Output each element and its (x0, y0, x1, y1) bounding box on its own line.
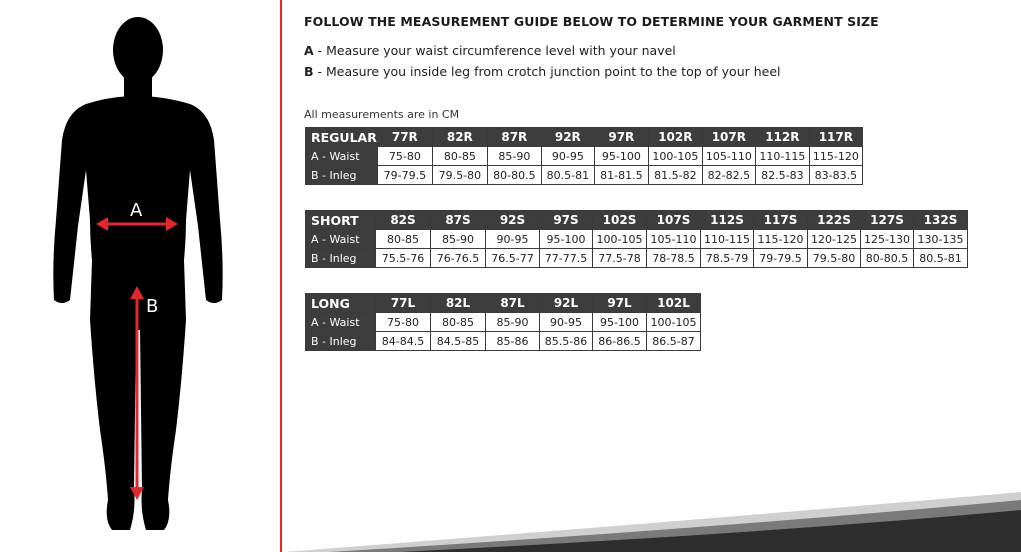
short-title: SHORT (306, 211, 376, 230)
size-cell: 132S (914, 211, 968, 230)
size-cell: 82S (376, 211, 431, 230)
inleg-cell: 82-82.5 (702, 166, 755, 185)
inleg-cell: 86.5-87 (647, 332, 701, 351)
label-a: A (130, 200, 143, 221)
size-cell: 102S (593, 211, 647, 230)
inleg-cell: 84.5-85 (431, 332, 486, 351)
waist-cell: 80-85 (432, 147, 487, 166)
inleg-cell: 80-80.5 (487, 166, 541, 185)
waist-cell: 115-120 (754, 230, 808, 249)
waist-cell: 125-130 (861, 230, 914, 249)
inleg-cell: 80.5-81 (541, 166, 594, 185)
size-cell: 77R (377, 128, 432, 147)
size-cell: 87S (431, 211, 486, 230)
short-size-table (305, 210, 968, 268)
size-cell: 122S (808, 211, 861, 230)
inleg-cell: 85.5-86 (540, 332, 593, 351)
inleg-cell: 81-81.5 (594, 166, 648, 185)
inleg-row-label: B - Inleg (306, 332, 376, 351)
inleg-cell: 79-79.5 (754, 249, 808, 268)
long-size-table (305, 293, 701, 351)
waist-cell: 85-90 (486, 313, 540, 332)
instruction-a-key: A (304, 43, 314, 58)
size-cell: 77L (376, 294, 431, 313)
waist-row-label: A - Waist (306, 147, 378, 166)
waist-cell: 105-110 (647, 230, 701, 249)
waist-cell: 95-100 (593, 313, 647, 332)
long-title: LONG (306, 294, 376, 313)
inleg-cell: 78-78.5 (647, 249, 701, 268)
size-cell: 107R (702, 128, 755, 147)
inleg-cell: 79.5-80 (808, 249, 861, 268)
inleg-cell: 86-86.5 (593, 332, 647, 351)
size-cell: 127S (861, 211, 914, 230)
waist-cell: 90-95 (540, 313, 593, 332)
inleg-cell: 77-77.5 (540, 249, 593, 268)
long-header-row (306, 294, 701, 313)
waist-cell: 100-105 (647, 313, 701, 332)
waist-cell: 85-90 (487, 147, 541, 166)
waist-cell: 75-80 (377, 147, 432, 166)
waist-row-label: A - Waist (306, 230, 376, 249)
instruction-a (304, 43, 676, 58)
waist-cell: 130-135 (914, 230, 968, 249)
size-cell: 97S (540, 211, 593, 230)
inleg-cell: 80-80.5 (861, 249, 914, 268)
inleg-cell: 83-83.5 (809, 166, 862, 185)
size-cell: 107S (647, 211, 701, 230)
regular-waist-row (306, 147, 863, 166)
inleg-cell: 78.5-79 (701, 249, 754, 268)
instruction-b-key: B (304, 64, 314, 79)
waist-cell: 105-110 (702, 147, 755, 166)
size-cell: 87R (487, 128, 541, 147)
units-note: All measurements are in CM (304, 108, 460, 121)
instruction-b (304, 64, 781, 79)
inleg-cell: 84-84.5 (376, 332, 431, 351)
waist-cell: 90-95 (541, 147, 594, 166)
long-waist-row (306, 313, 701, 332)
size-cell: 117R (809, 128, 862, 147)
waist-row-label: A - Waist (306, 313, 376, 332)
size-cell: 112S (701, 211, 754, 230)
size-cell: 92L (540, 294, 593, 313)
waist-cell: 100-105 (593, 230, 647, 249)
size-cell: 112R (755, 128, 809, 147)
waist-cell: 110-115 (701, 230, 754, 249)
waist-cell: 80-85 (376, 230, 431, 249)
regular-header-row (306, 128, 863, 147)
inleg-row-label: B - Inleg (306, 249, 376, 268)
red-divider-line (280, 0, 282, 552)
inleg-cell: 77.5-78 (593, 249, 647, 268)
body-silhouette-figure (0, 0, 280, 552)
size-cell: 92R (541, 128, 594, 147)
size-cell: 117S (754, 211, 808, 230)
regular-inleg-row (306, 166, 863, 185)
waist-cell: 120-125 (808, 230, 861, 249)
inleg-cell: 82.5-83 (755, 166, 809, 185)
regular-title: REGULAR (306, 128, 378, 147)
inleg-row-label: B - Inleg (306, 166, 378, 185)
inleg-cell: 79.5-80 (432, 166, 487, 185)
waist-cell: 95-100 (540, 230, 593, 249)
inleg-cell: 81.5-82 (648, 166, 702, 185)
size-cell: 82R (432, 128, 487, 147)
short-waist-row (306, 230, 968, 249)
size-cell: 92S (486, 211, 540, 230)
instruction-b-text: - Measure you inside leg from crotch junction point to the top of your heel (313, 64, 781, 79)
inleg-cell: 76-76.5 (431, 249, 486, 268)
label-b: B (146, 296, 159, 317)
waist-cell: 100-105 (648, 147, 702, 166)
waist-cell: 95-100 (594, 147, 648, 166)
size-cell: 102L (647, 294, 701, 313)
inleg-cell: 85-86 (486, 332, 540, 351)
waist-cell: 75-80 (376, 313, 431, 332)
size-cell: 102R (648, 128, 702, 147)
waist-cell: 80-85 (431, 313, 486, 332)
long-inleg-row (306, 332, 701, 351)
waist-cell: 90-95 (486, 230, 540, 249)
size-cell: 82L (431, 294, 486, 313)
size-cell: 87L (486, 294, 540, 313)
inleg-cell: 76.5-77 (486, 249, 540, 268)
inleg-cell: 79-79.5 (377, 166, 432, 185)
size-cell: 97R (594, 128, 648, 147)
waist-cell: 115-120 (809, 147, 862, 166)
waist-cell: 85-90 (431, 230, 486, 249)
inleg-cell: 80.5-81 (914, 249, 968, 268)
instruction-a-text: - Measure your waist circumference level with your navel (313, 43, 676, 58)
short-header-row (306, 211, 968, 230)
guide-heading: FOLLOW THE MEASUREMENT GUIDE BELOW TO DETERMINE YOUR GARMENT SIZE (304, 14, 879, 29)
regular-size-table (305, 127, 863, 185)
size-cell: 97L (593, 294, 647, 313)
inleg-cell: 75.5-76 (376, 249, 431, 268)
short-inleg-row (306, 249, 968, 268)
waist-cell: 110-115 (755, 147, 809, 166)
